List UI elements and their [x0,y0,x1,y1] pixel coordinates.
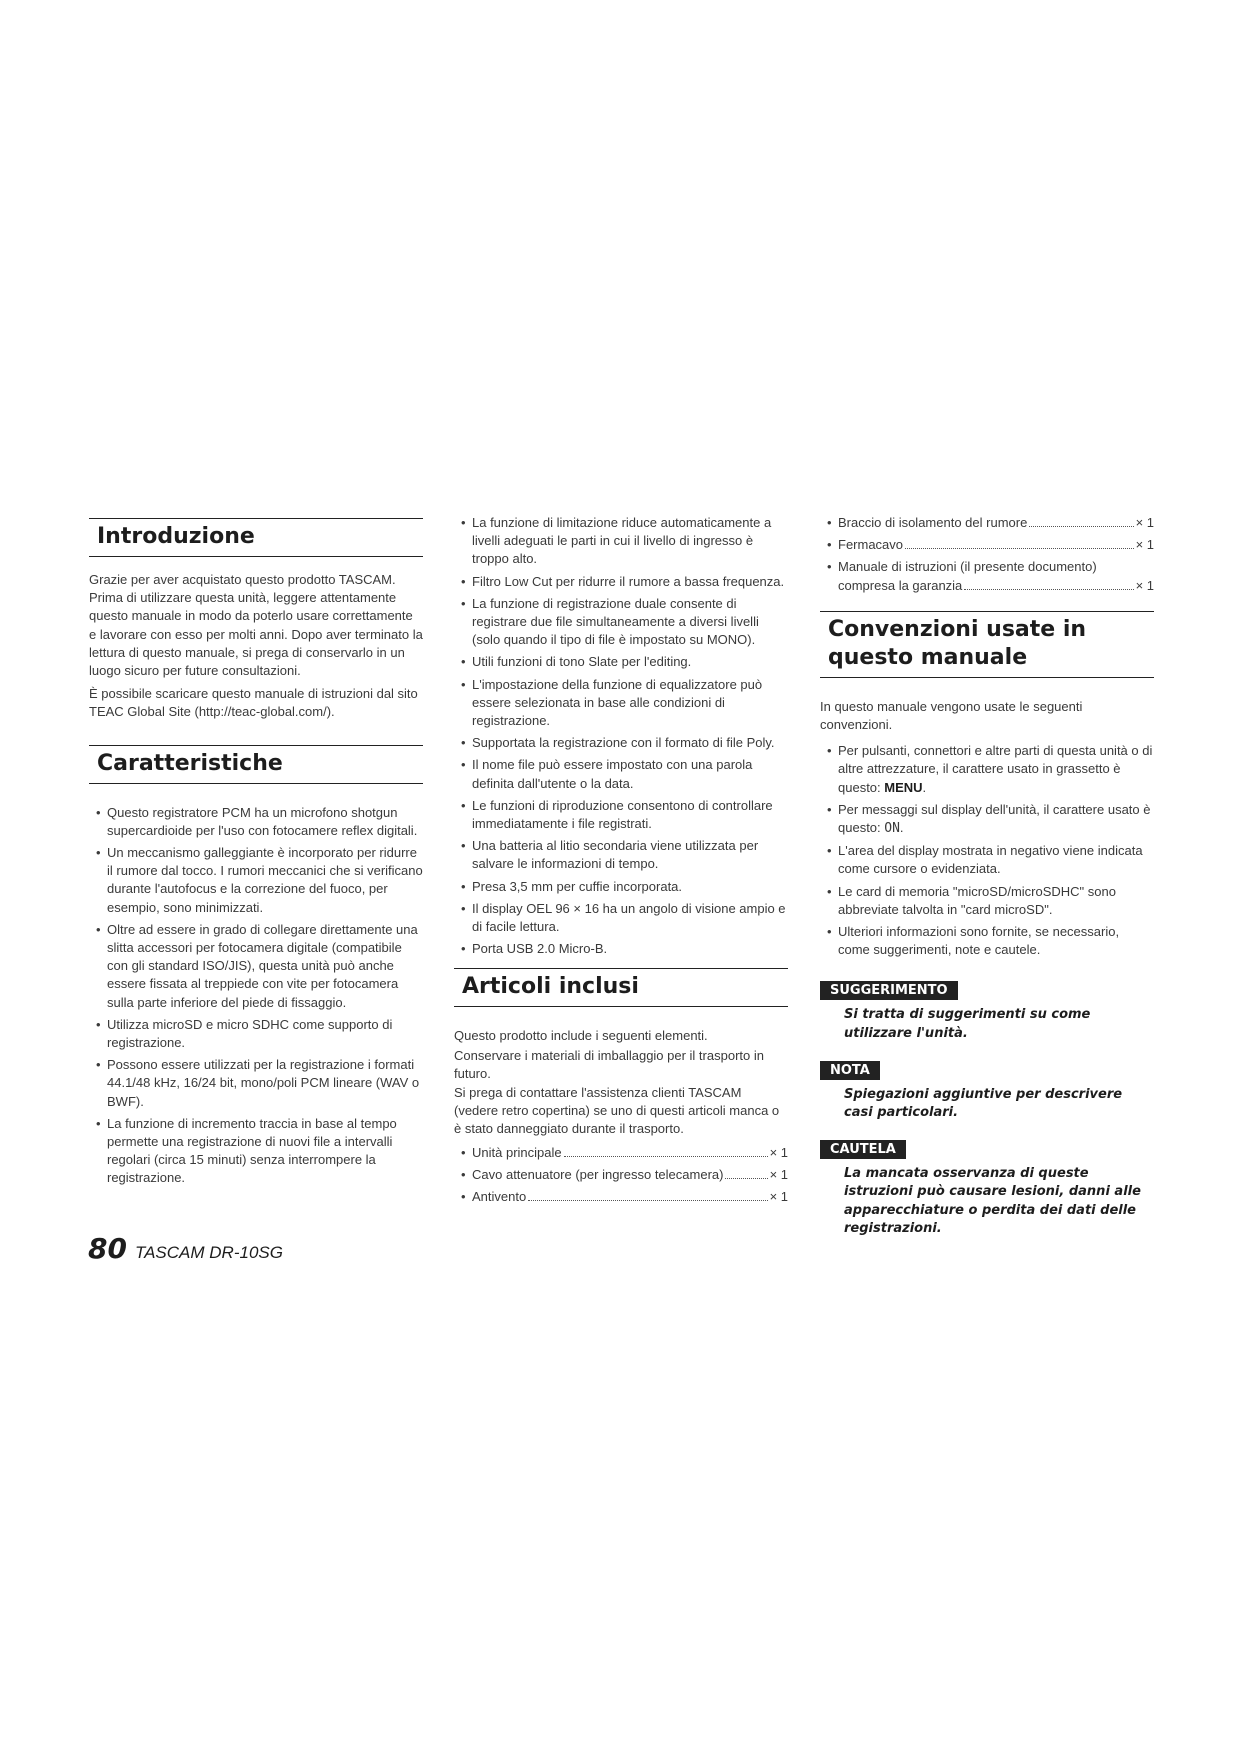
list-item: • Supportata la registrazione con il formato di file Poly. [461,735,775,751]
included-item: • Manuale di istruzioni (il presente documento) compresa la garanzia × 1 [827,559,1154,593]
included-item: • Cavo attenuatore (per ingresso telecamera) × 1 [461,1166,788,1182]
column-right [820,514,1154,1238]
features-list-part2 [454,514,788,958]
cautela-text: La mancata osservanza di queste istruzioni può causare lesioni, danni alle apparecchiature o perdita dei dati delle registrazioni. [844,1166,1141,1236]
included-item: • Antivento × 1 [461,1189,788,1205]
included-item: • Unità principale × 1 [461,1144,788,1160]
list-item: • Le card di memoria "microSD/microSDHC" sono abbreviate talvolta in "card microSD". [827,883,1116,917]
list-item: • Questo registratore PCM ha un microfono shotgun supercardioide per l'uso con fotocamere reflex digitali. [96,804,418,838]
list-item: • Porta USB 2.0 Micro-B. [461,941,608,957]
list-item: • Per messaggi sul display dell'unità, il carattere usato è questo: ON. [827,801,1151,837]
articoli-paragraph-1: Questo prodotto include i seguenti elementi. [454,1028,708,1044]
list-item: • Utilizza microSD e micro SDHC come supporto di registrazione. [96,1016,393,1051]
list-item: • Possono essere utilizzati per la registrazione i formati 44.1/48 kHz, 16/24 bit, mono/poli PCM lineare (WAV o BWF). [96,1057,420,1109]
column-left [89,518,423,1192]
nota-label: NOTA [820,1061,880,1080]
articoli-paragraph-2: Conservare i materiali di imballaggio per il trasporto in futuro. [454,1047,764,1081]
list-item: • La funzione di incremento traccia in base al tempo permette una registrazione di nuovi file a intervalli regolari (circa 15 minuti) senza interrompere la registrazione. [96,1115,397,1186]
list-item: • La funzione di registrazione duale consente di registrare due file simultaneamente a diversi livelli (solo quando il tipo di file è impostato su MONO). [461,595,759,648]
heading-convenzioni: Convenzioni usate in questo manuale [820,611,1154,678]
list-item: • L'impostazione della funzione di equalizzatore può essere selezionata in base alle condizioni di registrazione. [461,676,763,729]
list-item: • Oltre ad essere in grado di collegare direttamente una slitta accessori per fotocamera digitale (compatibile con gli standard ISO/JIS), questa unità può anche essere fissata al treppiede con vite per fotocamera sulla parte inferiore del piede di fissaggio. [96,921,418,1010]
list-item: • Il nome file può essere impostato con una parola definita dall'utente o la data. [461,757,753,791]
list-item: • Il display OEL 96 × 16 ha un angolo di visione ampio e di facile lettura. [461,900,786,935]
heading-articoli-inclusi: Articoli inclusi [454,968,788,1007]
heading-introduzione: Introduzione [89,518,423,557]
nota-text: Spiegazioni aggiuntive per descrivere casi particolari. [844,1086,1123,1121]
conventions-list [820,742,1154,959]
included-item: • Fermacavo × 1 [827,537,1154,553]
articoli-paragraph-3: Si prega di contattare l'assistenza clienti TASCAM (vedere retro copertina) se uno di questi articoli manca o è stato danneggiato durante il trasporto. [454,1085,780,1137]
cautela-label: CAUTELA [820,1140,906,1159]
list-item: • L'area del display mostrata in negativo viene indicata come cursore o evidenziata. [827,843,1143,877]
page-footer [88,1232,283,1265]
list-item: • Filtro Low Cut per ridurre il rumore a bassa frequenza. [461,573,785,589]
heading-caratteristiche: Caratteristiche [89,745,423,784]
list-item: • Un meccanismo galleggiante è incorporato per ridurre il rumore dal tocco. I rumori meccanici che si verificano durante l'autofocus e la correzione del fuoco, per esempio, sono minimizzati. [96,845,423,915]
list-item: • Le funzioni di riproduzione consentono di controllare immediatamente i file registrati. [461,797,773,832]
page-number: 80 [88,1232,127,1265]
included-item: • Braccio di isolamento del rumore × 1 [827,515,1154,530]
suggerimento-label: SUGGERIMENTO [820,981,958,1000]
intro-paragraph-1: Grazie per aver acquistato questo prodotto TASCAM. Prima di utilizzare questa unità, leggere attentamente questo manuale in modo da poterlo usare correttamente e lavorare con esso per molti anni. Dopo aver terminato la lettura di questo manuale, si prega di conservarlo in un luogo sicuro per future consultazioni. [89,572,423,679]
intro-paragraph-2: È possibile scaricare questo manuale di istruzioni dal sito TEAC Global Site (http://teac-global.com/). [89,686,418,720]
list-item: • Presa 3,5 mm per cuffie incorporata. [461,878,683,894]
features-list-part1 [89,804,423,1188]
product-name: TASCAM DR-10SG [134,1243,283,1262]
list-item: • Utili funzioni di tono Slate per l'editing. [461,654,692,670]
list-item: • Una batteria al litio secondaria viene utilizzata per salvare le informazioni di tempo. [461,838,759,872]
convenzioni-intro: In questo manuale vengono usate le seguenti convenzioni. [820,698,1083,733]
column-middle [454,514,788,1210]
list-item: • Per pulsanti, connettori e altre parti di questa unità o di altre attrezzature, il carattere usato in grassetto è questo: MENU. [827,743,1153,795]
list-item: • Ulteriori informazioni sono fornite, se necessario, come suggerimenti, note e cautele. [827,924,1120,958]
suggerimento-text: Si tratta di suggerimenti su come utilizzare l'unità. [844,1007,1091,1041]
list-item: • La funzione di limitazione riduce automaticamente a livelli adeguati le parti in cui il livello di ingresso è troppo alto. [461,515,772,567]
